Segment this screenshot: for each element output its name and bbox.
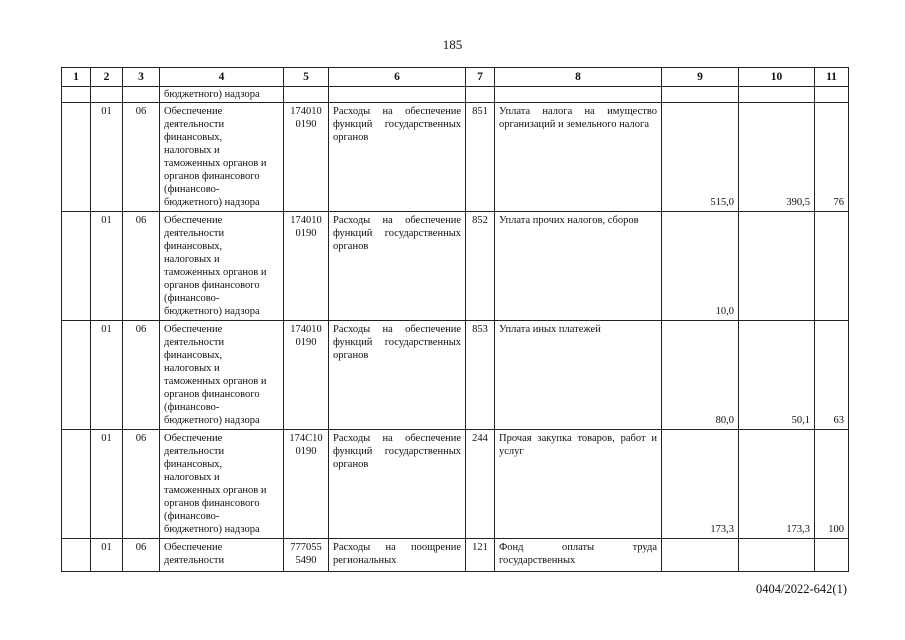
table-cell: 63 [815,321,849,430]
table-cell: 76 [815,103,849,212]
table-cell: 01 [91,321,123,430]
header-row [62,68,849,87]
column-header: 8 [495,68,662,87]
table-cell: Расходы на обеспечение функций государственных органов [329,430,466,539]
table-cell: 06 [123,103,160,212]
table-cell: Расходы на обеспечение функций государственных органов [329,321,466,430]
table-cell: 121 [466,539,495,572]
table-cell: 06 [123,212,160,321]
document-code: 0404/2022-642(1) [756,582,847,596]
column-header: 2 [91,68,123,87]
budget-table [61,67,849,572]
table-cell [739,539,815,572]
table-cell: Обеспечение деятельности финансовых, налоговых и таможенных органов и органов финансового (финансово- бюджетного) надзора [160,212,284,321]
table-cell: 174010 0190 [284,103,329,212]
table-cell: Обеспечение деятельности [160,539,284,572]
table-cell: Уплата налога на имущество организаций и земельного налога [495,103,662,212]
table-cell: 853 [466,321,495,430]
column-header: 1 [62,68,91,87]
table-cell: 777055 5490 [284,539,329,572]
table-cell: 01 [91,430,123,539]
table-cell: 174010 0190 [284,321,329,430]
table-row [62,539,849,572]
continuation-row [62,87,849,103]
table-cell: 01 [91,539,123,572]
column-header: 3 [123,68,160,87]
table-cell: Расходы на обеспечение функций государственных органов [329,103,466,212]
column-header: 11 [815,68,849,87]
table-cell: 390,5 [739,103,815,212]
table-cell [662,539,739,572]
page-number: 185 [442,37,463,52]
table-cell: 06 [123,539,160,572]
table-row [62,321,849,430]
table-cell: 515,0 [662,103,739,212]
table-cell [739,212,815,321]
table-cell: 06 [123,321,160,430]
table-row [62,212,849,321]
table-cell: 10,0 [662,212,739,321]
column-header: 9 [662,68,739,87]
table-cell: Уплата иных платежей [495,321,662,430]
table-cell: 50,1 [739,321,815,430]
table-row [62,430,849,539]
column-header: 4 [160,68,284,87]
table-cell [815,539,849,572]
table-cell: Расходы на обеспечение функций государственных органов [329,212,466,321]
table-cell: 173,3 [662,430,739,539]
table-cell: Обеспечение деятельности финансовых, налоговых и таможенных органов и органов финансового (финансово- бюджетного) надзора [160,430,284,539]
table-cell: 01 [91,103,123,212]
table-cell: Фонд оплаты труда государственных [495,539,662,572]
table-cell: 80,0 [662,321,739,430]
table-cell: 244 [466,430,495,539]
table-cell: Обеспечение деятельности финансовых, налоговых и таможенных органов и органов финансового (финансово- бюджетного) надзора [160,321,284,430]
table-cell: 06 [123,430,160,539]
column-header: 7 [466,68,495,87]
table-cell: бюджетного) надзора [160,87,284,103]
column-header: 10 [739,68,815,87]
table-cell: 173,3 [739,430,815,539]
table-cell: Прочая закупка товаров, работ и услуг [495,430,662,539]
table-cell: 174010 0190 [284,212,329,321]
table-cell: Уплата прочих налогов, сборов [495,212,662,321]
table-cell: 851 [466,103,495,212]
table-cell: 174С10 0190 [284,430,329,539]
table-cell: Обеспечение деятельности финансовых, налоговых и таможенных органов и органов финансового (финансово- бюджетного) надзора [160,103,284,212]
column-header: 5 [284,68,329,87]
table-cell: Расходы на поощрение региональных [329,539,466,572]
table-cell: 100 [815,430,849,539]
table-cell [815,212,849,321]
table-cell: 01 [91,212,123,321]
table-cell: 852 [466,212,495,321]
column-header: 6 [329,68,466,87]
table-row [62,103,849,212]
